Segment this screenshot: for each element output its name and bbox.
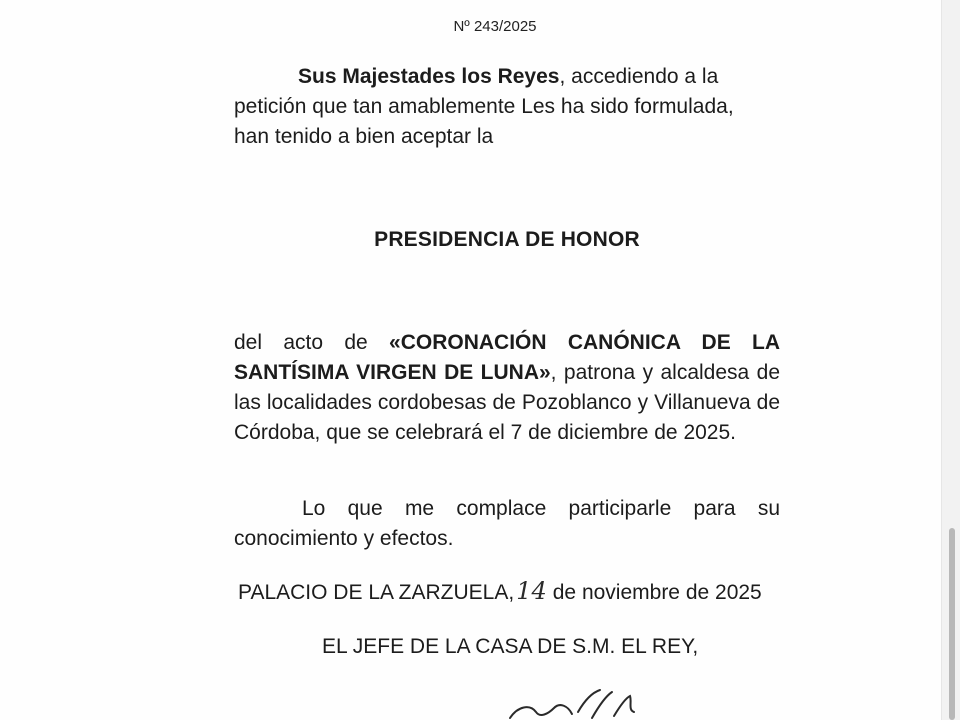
event-lead: del acto de: [234, 331, 390, 354]
event-name: «CORONACIÓN CANÓNICA DE LA SANTÍSIMA VIRGEN DE LUNA»: [234, 331, 780, 384]
paragraph-acceptance: [234, 62, 780, 152]
majesties-lead: Sus Majestades los Reyes: [298, 65, 560, 88]
handwritten-signature: [496, 688, 656, 720]
acceptance-line1-rest: , accediendo a la: [559, 65, 719, 88]
event-details: , patrona y alcaldesa de las localidades cordobesas de Pozoblanco y Villanueva de Córdoba, que se celebrará el 7 de diciembre de 2025.: [234, 361, 780, 444]
signatory-title: EL JEFE DE LA CASA DE S.M. EL REY,: [322, 635, 699, 658]
paragraph-event: [234, 328, 780, 448]
handwritten-day: 14: [516, 577, 547, 605]
document-number: Nº 243/2025: [453, 18, 537, 35]
date-place: PALACIO DE LA ZARZUELA,: [238, 581, 515, 604]
scrollbar-thumb[interactable]: [949, 528, 955, 720]
acceptance-line3: han tenido a bien aceptar la: [234, 125, 494, 148]
acceptance-line2: petición que tan amablemente Les ha sido formulada,: [234, 95, 734, 118]
date-line: [238, 576, 762, 608]
paragraph-acceptance-line1: [234, 62, 780, 92]
date-rest: de noviembre de 2025: [552, 581, 762, 604]
paragraph-closing: Lo que me complace participarle para su conocimiento y efectos.: [234, 497, 780, 550]
honor-title: PRESIDENCIA DE HONOR: [374, 228, 640, 251]
